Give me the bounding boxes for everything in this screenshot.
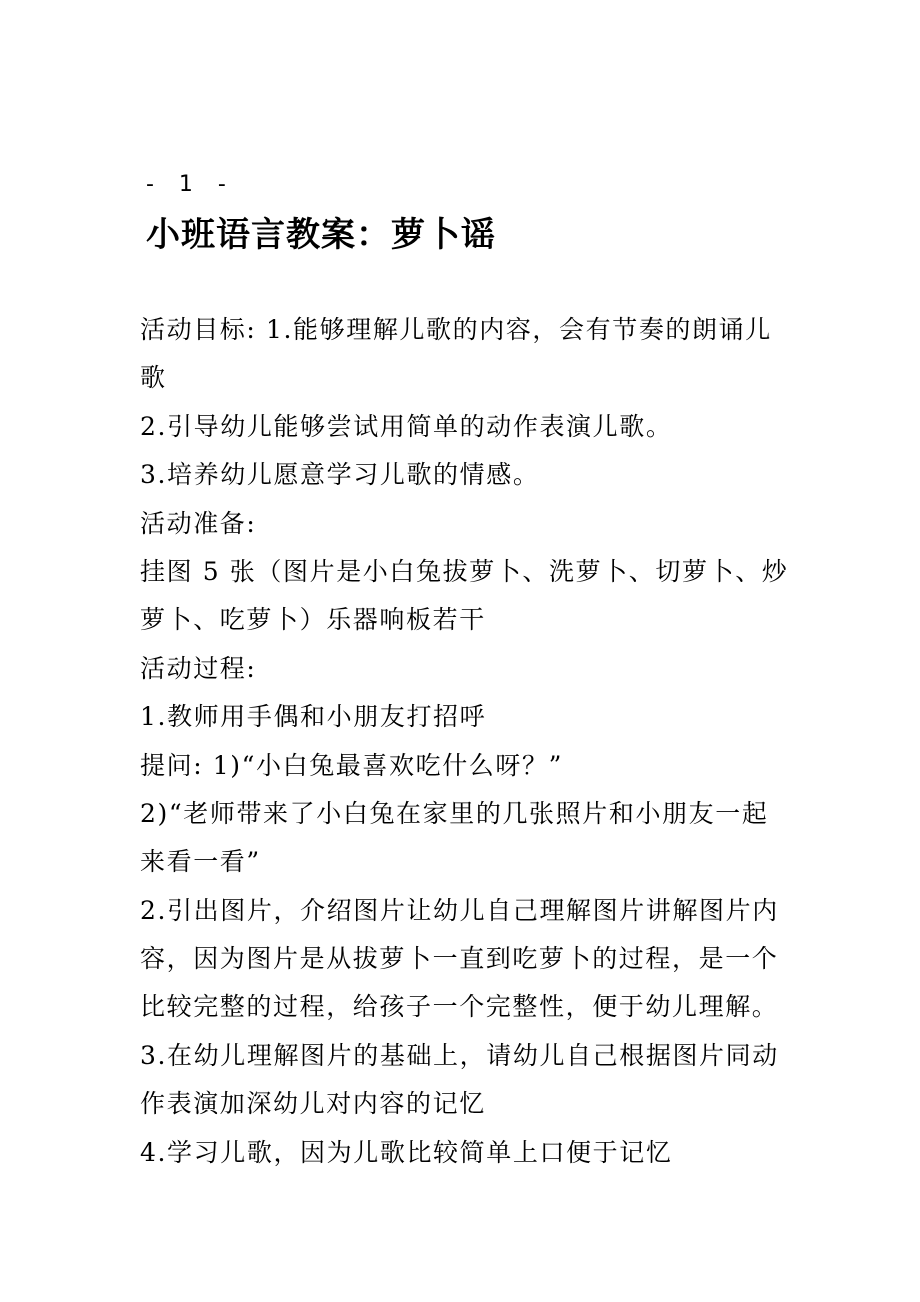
text-line-question-2: 2)“老师带来了小白兔在家里的几张照片和小朋友一起 bbox=[140, 798, 769, 828]
text-line-preparation: 挂图 5 张（图片是小白兔拔萝卜、洗萝卜、切萝卜、炒 bbox=[140, 556, 789, 586]
text-line-goal-1-cont: 歌 bbox=[140, 363, 167, 393]
text-line-question-1: 提问: 1)“小白兔最喜欢吃什么呀？” bbox=[140, 750, 563, 780]
section-heading-process: 活动过程: bbox=[140, 653, 257, 683]
text-line-step-2-cont-2: 比较完整的过程，给孩子一个完整性，便于幼儿理解。 bbox=[140, 992, 779, 1022]
text-line-preparation-cont: 萝卜、吃萝卜）乐器响板若干 bbox=[140, 605, 486, 635]
page-number: - 1 - bbox=[146, 172, 235, 197]
text-line-step-4: 4.学习儿歌，因为儿歌比较简单上口便于记忆 bbox=[140, 1137, 673, 1167]
text-line-goal-2: 2.引导幼儿能够尝试用简单的动作表演儿歌。 bbox=[140, 411, 673, 441]
document-title: 小班语言教案：萝卜谣 bbox=[146, 215, 496, 255]
text-line-goal-3: 3.培养幼儿愿意学习儿歌的情感。 bbox=[140, 460, 540, 490]
text-line-step-2: 2.引出图片，介绍图片让幼儿自己理解图片讲解图片内 bbox=[140, 895, 779, 925]
text-line-step-2-cont: 容，因为图片是从拔萝卜一直到吃萝卜的过程，是一个 bbox=[140, 944, 779, 974]
text-line-step-3-cont: 作表演加深幼儿对内容的记忆 bbox=[140, 1089, 486, 1119]
section-heading-preparation: 活动准备: bbox=[140, 508, 257, 538]
text-line-question-2-cont: 来看一看” bbox=[140, 847, 261, 877]
text-line-goal-1: 活动目标: 1.能够理解儿歌的内容，会有节奏的朗诵儿 bbox=[140, 315, 772, 344]
text-line-step-1: 1.教师用手偶和小朋友打招呼 bbox=[140, 702, 487, 732]
lesson-plan-body bbox=[140, 306, 789, 1177]
text-line-step-3: 3.在幼儿理解图片的基础上，请幼儿自己根据图片同动 bbox=[140, 1040, 779, 1070]
